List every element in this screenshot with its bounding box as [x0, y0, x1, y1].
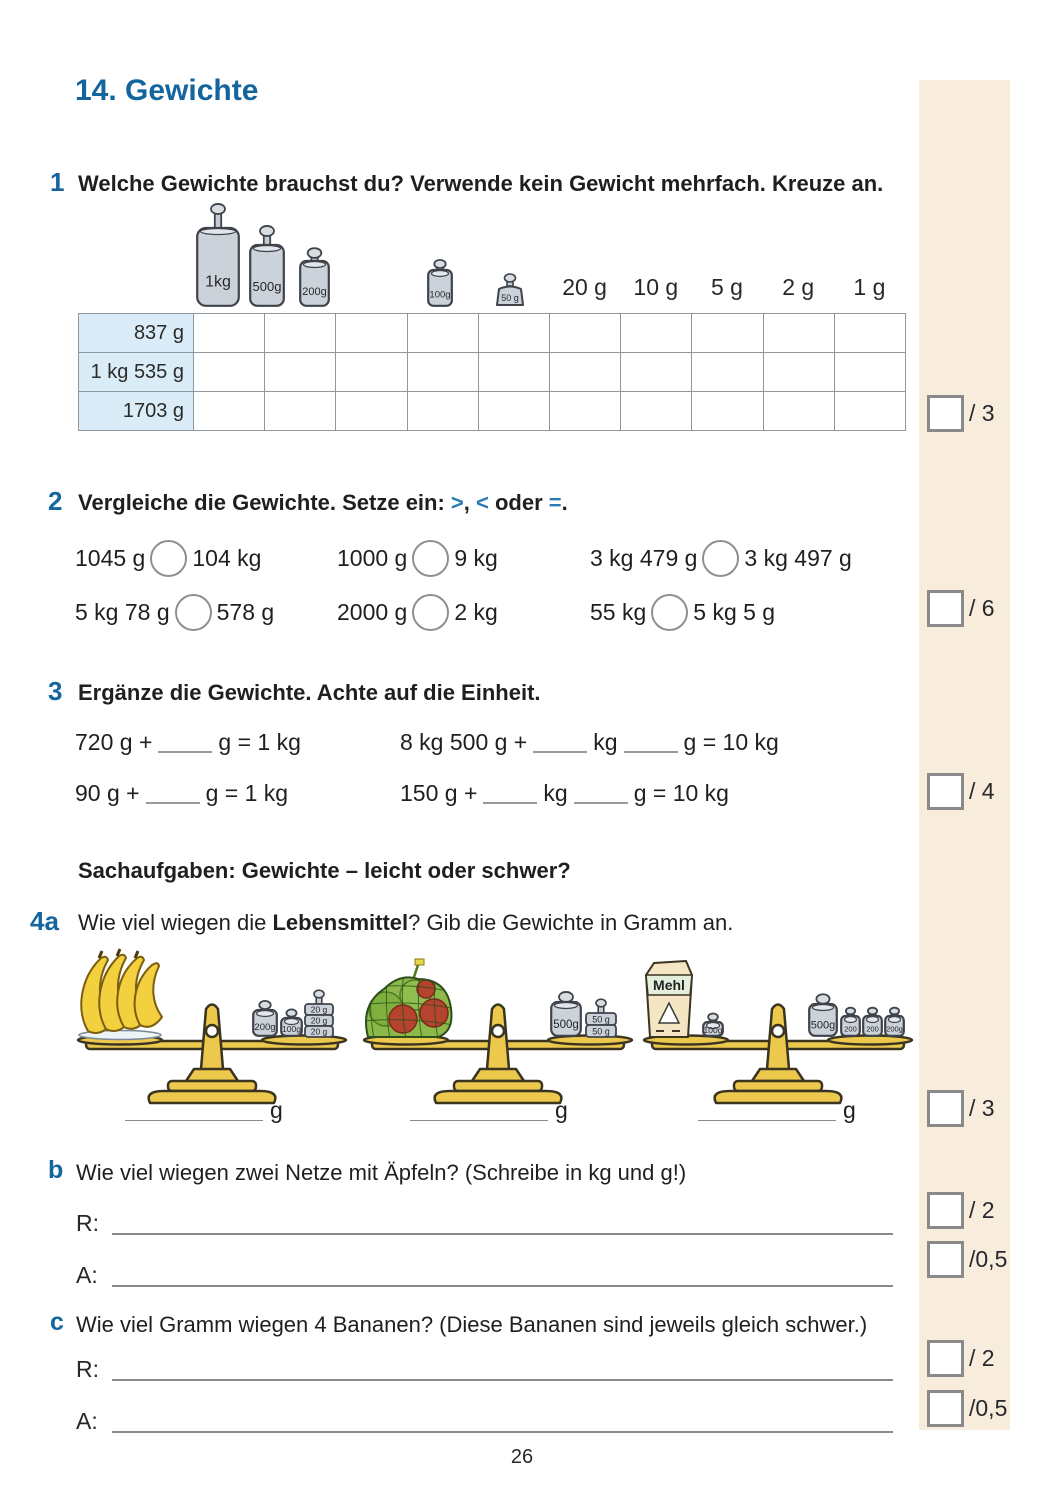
equation-blank[interactable]: [483, 782, 537, 804]
answer-line[interactable]: [698, 1098, 836, 1121]
svg-text:20 g: 20 g: [310, 1026, 328, 1037]
score-input-box[interactable]: [927, 1241, 964, 1278]
equation-blank[interactable]: [624, 731, 678, 753]
equation-text: kg: [543, 780, 568, 806]
scale-answer: [410, 1097, 568, 1121]
weight-check-cell[interactable]: [835, 353, 906, 392]
equation-blank[interactable]: [574, 782, 628, 804]
equation-text: 150 g +: [400, 780, 478, 806]
unit-label: g: [843, 1097, 856, 1123]
result-answer-line[interactable]: [112, 1209, 893, 1235]
text-weight-label: 20 g: [562, 274, 607, 300]
answer-label: A:: [76, 1262, 98, 1288]
equation-row: [400, 780, 915, 815]
score-max-label: /0,5: [969, 1246, 1008, 1272]
weight-check-cell[interactable]: [835, 314, 906, 353]
svg-text:500g: 500g: [553, 1018, 579, 1031]
weight-50g-icon: [493, 273, 527, 312]
weight-check-cell[interactable]: [336, 353, 407, 392]
svg-text:100g: 100g: [429, 289, 451, 301]
result-label: R:: [76, 1210, 99, 1236]
exercise-4a-number: 4a: [30, 906, 59, 936]
prompt-text: ,: [463, 490, 477, 515]
exercise-4a-prompt: [78, 910, 733, 936]
score-input-box[interactable]: [927, 1390, 964, 1427]
svg-text:500g: 500g: [810, 1019, 836, 1032]
weight-check-cell[interactable]: [835, 392, 906, 431]
weight-check-cell[interactable]: [408, 392, 479, 431]
comparison-right-value: 9 kg: [454, 545, 498, 571]
exercise-1-number: 1: [50, 167, 65, 197]
comparison-right-value: 5 kg 5 g: [693, 599, 776, 625]
prompt-text: oder: [488, 490, 549, 515]
weight-check-cell[interactable]: [479, 392, 550, 431]
weight-check-cell[interactable]: [550, 314, 621, 353]
comparison-right-value: 578 g: [216, 599, 275, 625]
score-input-box[interactable]: [927, 773, 964, 810]
equation-blank[interactable]: [158, 731, 212, 753]
score-input-box[interactable]: [927, 395, 964, 432]
comparison-right-value: 3 kg 497 g: [744, 545, 852, 571]
weight-check-cell[interactable]: [692, 392, 763, 431]
equation-grid: [75, 729, 915, 815]
comparison-left-value: 5 kg 78 g: [75, 599, 170, 625]
prompt-text: .: [561, 490, 568, 515]
table-row-label: 837 g: [79, 314, 194, 353]
weight-500g-icon: [249, 225, 285, 312]
comparison-left-value: 55 kg: [590, 599, 647, 625]
svg-text:200g: 200g: [886, 1024, 903, 1034]
equation-text: g = 1 kg: [218, 729, 301, 755]
score-max-label: / 3: [969, 400, 995, 426]
exercise-4b-number: b: [48, 1156, 64, 1184]
comparison-symbol: =: [548, 490, 562, 515]
equation-text: kg: [593, 729, 618, 755]
weight-check-cell[interactable]: [764, 314, 835, 353]
score-max-label: / 4: [969, 778, 995, 804]
comparison-circle[interactable]: [175, 594, 212, 631]
comparison-left-value: 2000 g: [337, 599, 408, 625]
score-input-box[interactable]: [927, 1192, 964, 1229]
balance-scale-flour-bag: [638, 945, 918, 1105]
weight-check-cell[interactable]: [550, 392, 621, 431]
weight-check-cell[interactable]: [550, 353, 621, 392]
comparison-pair: [337, 540, 590, 577]
equation-text: g = 10 kg: [683, 729, 779, 755]
svg-text:50 g: 50 g: [501, 293, 519, 303]
weight-check-cell[interactable]: [479, 353, 550, 392]
comparison-left-value: 1000 g: [337, 545, 408, 571]
comparison-symbol: >: [450, 490, 464, 515]
svg-text:20 g: 20 g: [310, 1015, 328, 1026]
weight-check-cell[interactable]: [408, 314, 479, 353]
text-weight-label: 10 g: [633, 274, 679, 300]
svg-text:200: 200: [844, 1024, 857, 1034]
svg-text:200g: 200g: [254, 1021, 276, 1033]
comparison-pair: [337, 594, 590, 631]
svg-text:50 g: 50 g: [592, 1026, 610, 1037]
weights-checkbox-table: [78, 313, 906, 431]
equation-text: 8 kg 500 g +: [400, 729, 528, 755]
weight-check-cell[interactable]: [194, 353, 265, 392]
comparison-pair: [75, 594, 337, 631]
table-row-label: 1703 g: [79, 392, 194, 431]
weight-check-cell[interactable]: [408, 353, 479, 392]
weight-check-cell[interactable]: [692, 314, 763, 353]
comparison-circle[interactable]: [412, 594, 449, 631]
weight-100g-icon: [427, 258, 453, 312]
answer-line[interactable]: [410, 1098, 548, 1121]
exercise-1-prompt: Welche Gewichte brauchst du? Verwende kein Gewicht mehrfach. Kreuze an.: [78, 171, 884, 196]
text-weight-label: 1 g: [853, 274, 886, 300]
answer-sentence-line[interactable]: [112, 1261, 893, 1287]
weight-check-cell[interactable]: [621, 314, 692, 353]
svg-text:Mehl: Mehl: [653, 977, 685, 993]
comparison-circle[interactable]: [412, 540, 449, 577]
exercise-2-prompt: [78, 490, 568, 516]
unit-label: g: [555, 1097, 568, 1123]
svg-text:200g: 200g: [302, 286, 327, 299]
text-weight-label: 5 g: [711, 274, 743, 300]
comparison-grid: [75, 540, 915, 631]
weight-200g-icon: [299, 247, 330, 312]
score-input-box[interactable]: [927, 1340, 964, 1377]
score-max-label: / 2: [969, 1197, 995, 1223]
weight-check-cell[interactable]: [265, 392, 336, 431]
weight-check-cell[interactable]: [336, 392, 407, 431]
text-weight-label: 2 g: [782, 274, 815, 300]
page-title: 14. Gewichte: [75, 74, 259, 107]
exercise-3-prompt: Ergänze die Gewichte. Achte auf die Einheit.: [78, 680, 541, 705]
score-max-label: / 3: [969, 1095, 995, 1121]
score-input-box[interactable]: [927, 1090, 964, 1127]
equation-text: 720 g +: [75, 729, 153, 755]
weight-check-cell[interactable]: [764, 392, 835, 431]
result-answer-line[interactable]: [112, 1355, 893, 1381]
score-input-box[interactable]: [927, 590, 964, 627]
weight-check-cell[interactable]: [621, 392, 692, 431]
equation-text: g = 10 kg: [633, 780, 729, 806]
answer-sentence-line[interactable]: [112, 1407, 893, 1433]
svg-text:200: 200: [866, 1024, 879, 1034]
weight-check-cell[interactable]: [764, 353, 835, 392]
comparison-circle[interactable]: [651, 594, 688, 631]
prompt-text: Wie viel wiegen die: [78, 910, 273, 935]
exercise-4b-prompt: Wie viel wiegen zwei Netze mit Äpfeln? (Schreibe in kg und g!): [76, 1160, 687, 1185]
equation-row: [400, 729, 915, 764]
comparison-right-value: 104 kg: [192, 545, 262, 571]
exercise-2-number: 2: [48, 486, 63, 516]
unit-label: g: [270, 1097, 283, 1123]
exercise-4c-number: c: [50, 1308, 64, 1336]
balance-scale-bananas: [72, 945, 352, 1105]
equation-row: [75, 729, 400, 764]
equation-blank[interactable]: [533, 731, 587, 753]
svg-text:20 g: 20 g: [310, 1004, 328, 1015]
exercise-4c-prompt: Wie viel Gramm wiegen 4 Bananen? (Diese Bananen sind jeweils gleich schwer.): [76, 1312, 868, 1337]
result-label: R:: [76, 1356, 99, 1382]
prompt-text: Vergleiche die Gewichte. Setze ein:: [78, 490, 451, 515]
comparison-pair: [590, 594, 915, 631]
table-row-label: 1 kg 535 g: [79, 353, 194, 392]
comparison-symbol: <: [476, 490, 489, 515]
prompt-bold-word: Lebensmittel: [272, 910, 409, 935]
equation-row: [75, 780, 400, 815]
weight-check-cell[interactable]: [479, 314, 550, 353]
balance-scale-apples-net: [358, 945, 638, 1105]
equation-blank[interactable]: [146, 782, 200, 804]
svg-text:1kg: 1kg: [205, 273, 231, 291]
svg-text:100g: 100g: [282, 1024, 301, 1035]
equation-text: 90 g +: [75, 780, 140, 806]
score-max-label: / 2: [969, 1345, 995, 1371]
weight-check-cell[interactable]: [194, 392, 265, 431]
prompt-text: ? Gib die Gewichte in Gramm an.: [408, 910, 734, 935]
weight-check-cell[interactable]: [265, 353, 336, 392]
weight-1kg-icon: [196, 203, 240, 312]
comparison-left-value: 3 kg 479 g: [590, 545, 698, 571]
answer-line[interactable]: [125, 1098, 263, 1121]
score-max-label: / 6: [969, 595, 995, 621]
comparison-right-value: 2 kg: [454, 599, 498, 625]
comparison-pair: [590, 540, 915, 577]
weight-check-cell[interactable]: [692, 353, 763, 392]
weight-check-cell[interactable]: [336, 314, 407, 353]
page-number: 26: [510, 1446, 534, 1468]
scale-answer: [698, 1097, 856, 1121]
weight-check-cell[interactable]: [621, 353, 692, 392]
weight-check-cell[interactable]: [194, 314, 265, 353]
comparison-circle[interactable]: [702, 540, 739, 577]
svg-text:100g: 100g: [703, 1025, 723, 1036]
comparison-circle[interactable]: [150, 540, 187, 577]
answer-label: A:: [76, 1408, 98, 1434]
equation-text: g = 1 kg: [205, 780, 289, 806]
exercise-3-number: 3: [48, 676, 63, 706]
comparison-pair: [75, 540, 337, 577]
section-heading: Sachaufgaben: Gewichte – leicht oder schwer?: [78, 858, 571, 883]
score-max-label: /0,5: [969, 1395, 1008, 1421]
svg-text:500g: 500g: [252, 278, 282, 294]
scale-answer: [125, 1097, 283, 1121]
comparison-left-value: 1045 g: [75, 545, 146, 571]
weight-check-cell[interactable]: [265, 314, 336, 353]
svg-text:50 g: 50 g: [592, 1014, 610, 1025]
